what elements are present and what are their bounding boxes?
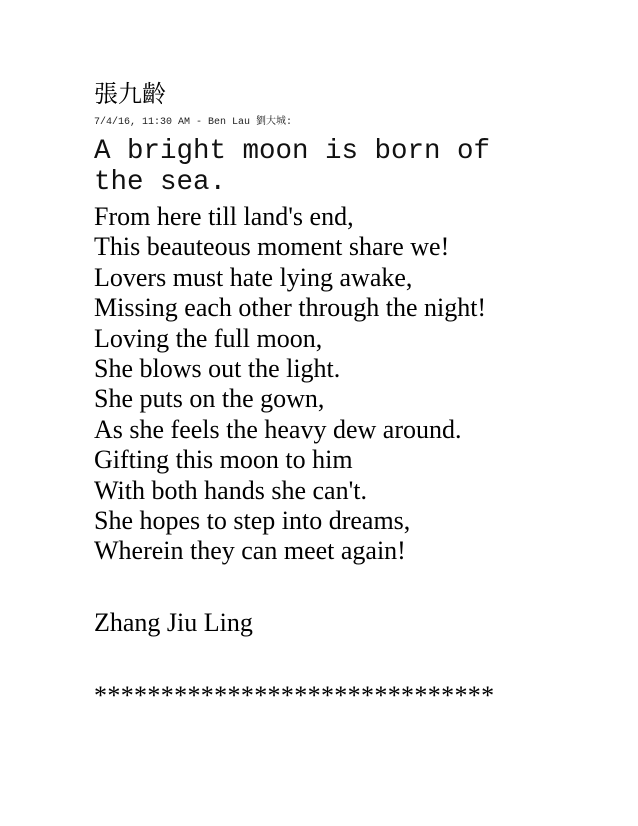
poem-line: As she feels the heavy dew around. [94,414,462,444]
lead-line: the sea. [94,167,227,198]
poem-line: Missing each other through the night! [94,293,487,323]
poem-line: Wherein they can meet again! [94,536,406,566]
lead-text [94,136,614,198]
document-title: 張九齡 [94,80,166,108]
poem-line: She puts on the gown, [94,384,325,414]
poem-author-signature: Zhang Jiu Ling [94,608,253,637]
message-meta: 7/4/16, 11:30 AM - Ben Lau 劉大城: [94,117,293,128]
poem-line: Loving the full moon, [94,323,323,353]
poem-line: She hopes to step into dreams, [94,506,411,536]
poem-body [94,202,614,567]
asterisk-divider: ****************************** [94,681,495,710]
poem-line: Lovers must hate lying awake, [94,262,413,292]
poem-line: With both hands she can't. [94,475,367,505]
poem-line: From here till land's end, [94,202,354,231]
lead-line: A bright moon is born of [94,136,491,167]
poem-line: She blows out the light. [94,354,341,384]
poem-line: Gifting this moon to him [94,445,353,475]
poem-line: This beauteous moment share we! [94,232,450,262]
